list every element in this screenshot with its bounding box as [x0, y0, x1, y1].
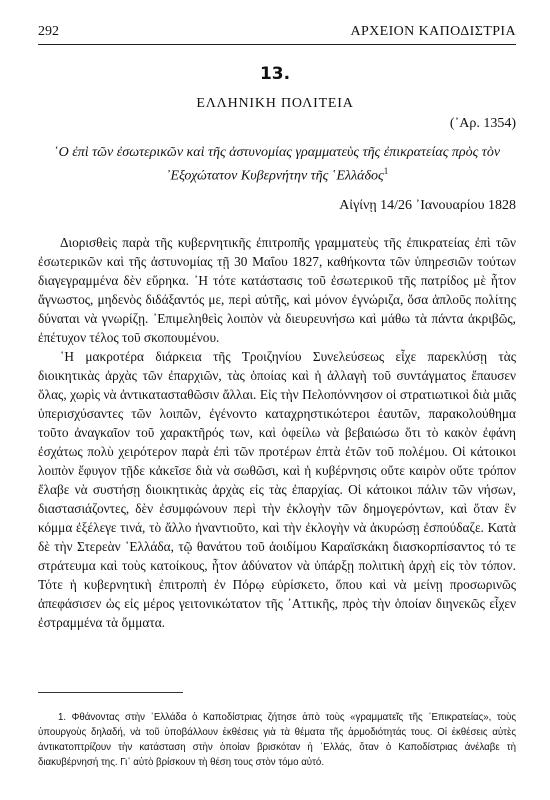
paragraph-1: Διορισθεὶς παρὰ τῆς κυβερνητικῆς ἐπιτροπῆς γραμματεὺς τῆς ἐπικρατείας ἐπὶ τῶν ἐσωτερικῶν καὶ τῆς ἀστυνομίας τῇ 30 Μαΐου 1827, καθήκοντα τῶν ὑπηρεσιῶν τούτων διαγεγραμμένα δὲν εὕρηκα. ᾿Η τότε κατάστασις τοῦ ἐσωτερικοῦ τῆς πατρίδος μὲ ἦτον ἄγνωστος, μηδενὸς διδάξαντός με, περὶ αὐτῆς, καὶ μόνον ἐγνώριζα, ὅσα ἁπλοῦς πολίτης δύναται νὰ γνωρίζῃ. ᾿Επιμεληθεὶς λοιπὸν νὰ διευρευνήσω καὶ μάθω τὰ πάντα ἀκριβῶς, ἐπέτυχον τέλος τοῦ σκοπουμένου. — [38, 235, 516, 345]
footnote-text: 1. Φθάνοντας στὴν ῾Ελλάδα ὁ Καποδίστριας ζήτησε ἀπὸ τοὺς «γραμματεῖς τῆς ᾿Επικρατείας», τοὺς ὑπουργοὺς δηλαδή, νὰ τοῦ ὑποβάλλουν ἐκθέσεις γιὰ τὰ θέματα τῆς ἁρμοδιότητάς τους. Οἱ ἐκθέσεις αὐτὲς ἀντικατοπτρίζουν τὴν κατάσταση στὴν ὁποίαν βρισκόταν ἡ ῾Ελλάς, ὅταν ὁ Καποδίστριας ἀνέλαβε τὴ διακυβέρνησή της. Γι᾿ αὐτὸ βρίσκουν τὴ θέση τους στὸν τόμο αὐτό. — [38, 712, 516, 768]
page-number: 292 — [38, 24, 59, 39]
footnote-divider — [38, 692, 183, 693]
document-number: 13. — [259, 64, 291, 84]
footnote — [38, 710, 516, 770]
document-title: ΕΛΛΗΝΙΚΗ ΠΟΛΙΤΕΙΑ — [196, 96, 354, 111]
running-title: ΑΡΧΕΙΟΝ ΚΑΠΟΔΙΣΤΡΙΑ — [350, 24, 516, 39]
running-header — [38, 22, 516, 45]
date-line: Αἰγίνῃ 14/26 ᾿Ιανουαρίου 1828 — [339, 198, 516, 213]
address-line — [38, 144, 516, 186]
footnote-marker: 1 — [383, 166, 389, 176]
paragraph-2: ῾Η μακροτέρα διάρκεια τῆς Τροιζηνίου Συνελεύσεως εἶχε παρεκλύσῃ τὰς διοικητικὰς ἀρχὰς τῶν ἐπαρχιῶν, τὰς ὁποίας καὶ ἡ ἀλλαγὴ τοῦ συντάγματος ἔπαυσεν ὅλας, χωρὶς νὰ ἀντικατασταθῶσιν ἄλλαι. Εἰς τὴν Πελοπόννησον οἱ στρατιωτικοὶ διὰ μιᾶς ὑπερισχύσαντες τῶν λοιπῶν, ἐγένοντο καταχρηστικώτεροι ἑαυτῶν, παρακολούθημα τοῦτο ἀναγκαῖον τοῦ χαρακτῆρός των, καὶ ὀφείλω νὰ βεβαιώσω ὅτι τὸ κακὸν ἐφάνη ἐσχάτως πολὺ χειρότερον παρὰ ἐπὶ τῶν προτέρων ἐπτὰ ἐτῶν τοῦ πολέμου. Οἱ κάτοικοι λοιπὸν ἔφυγον τῇδε κἀκεῖσε διὰ νὰ σωθῶσι, καὶ ἡ κυβέρνησις οὔτε καιρὸν οὔτε τρόπον ἔλαβε νὰ συστήσῃ διοικητικὰς ἀρχὰς εἰς τὰς ἐπαρχίας. Οἱ κάτοικοι πάλιν τῶν νήσων, διαστασιάζοντες, δὲν ἐσυμφώνουν περὶ τὴν ἐκλογὴν τῶν δημογερόντων, καὶ ὅταν ἓν κόμμα ἐξέλεγε τινά, τὸ ἄλλο ἠναντιοῦτο, καὶ τὴν ἐκλογὴν νὰ ἀκυρώσῃ ἐσπούδαζε. Κατὰ δὲ τὴν Στερεὰν ῾Ελλάδα, τῷ θανάτου τοῦ ἀοιδίμου Καραϊσκάκη διασκορπίσαντος τό τε στράτευμα καὶ τοὺς κατοίκους, ἦτον ἀδύνατον νὰ ὑπάρξῃ πολιτικὴ ἀρχὴ εἰς τὸν τόπον. Τότε ἡ κυβερνητικὴ ἐπιτροπὴ ἐν Πόρῳ εὑρίσκετο, ὅπου καὶ νὰ μείνῃ προσωρινῶς ἀπεφάσισεν ὡς εἰς μέρος γειτονικώτατον τῆς ᾿Αττικῆς, πρὸς τὴν ὁποίαν διηνεκῶς εἶχεν ἐστραμμένα τὰ ὄμματα. — [38, 349, 516, 630]
archive-reference: (᾿Αρ. 1354) — [449, 116, 516, 131]
body-text — [38, 233, 516, 632]
address-text: ῾Ο ἐπὶ τῶν ἐσωτερικῶν καὶ τῆς ἀστυνομίας γραμματεὺς τῆς ἐπικρατείας πρὸς τὸν ᾿Εξοχώτατον Κυβερνήτην τῆς ῾Ελλάδος — [53, 145, 501, 184]
